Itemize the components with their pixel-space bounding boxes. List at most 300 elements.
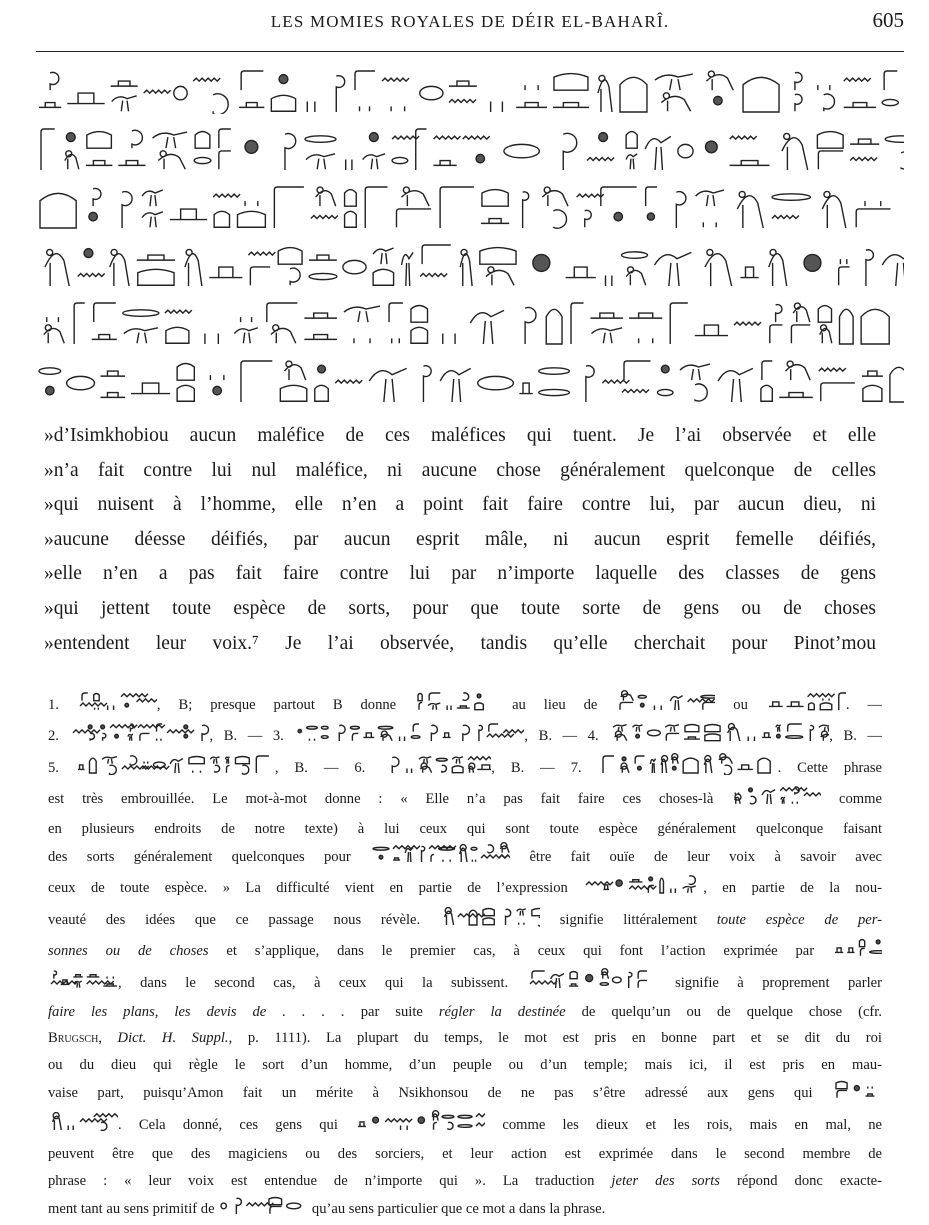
hieroglyph-sign bbox=[170, 209, 207, 220]
hieroglyph-sign bbox=[601, 968, 608, 978]
hieroglyph-sign bbox=[432, 1110, 438, 1120]
hieroglyph-sign bbox=[158, 151, 185, 169]
hieroglyph-sign bbox=[866, 1094, 875, 1096]
hieroglyph-sign bbox=[821, 732, 829, 742]
hieroglyph-sign bbox=[718, 368, 753, 402]
hieroglyph-sign bbox=[600, 982, 608, 985]
footnote-7-line: faire les plans, les devis de . . . . par suite régler la destinée de quelqu’un ou de quelque chose (cfr. bbox=[48, 1004, 882, 1021]
hieroglyph-sign bbox=[704, 755, 712, 772]
hieroglyph-sign bbox=[749, 788, 753, 792]
hieroglyph-sign bbox=[219, 129, 231, 148]
hieroglyph-sign bbox=[209, 267, 242, 278]
hieroglyph-sign bbox=[776, 725, 781, 732]
hieroglyph-sign bbox=[310, 739, 315, 741]
hieroglyph-sign bbox=[689, 876, 695, 885]
hieroglyph-sign bbox=[476, 1113, 485, 1116]
hieroglyph-sign bbox=[87, 974, 100, 976]
hieroglyph-sign bbox=[649, 877, 653, 881]
hieroglyph-sign bbox=[477, 694, 481, 698]
hieroglyph-sign bbox=[445, 907, 454, 924]
hieroglyph-sign bbox=[680, 364, 710, 380]
hieroglyph-sign bbox=[221, 1203, 226, 1209]
hieroglyph-sign bbox=[516, 103, 547, 108]
hieroglyph-sign bbox=[601, 187, 637, 206]
hieroglyph-sign bbox=[41, 129, 55, 170]
hieroglyph-sign bbox=[695, 325, 728, 336]
hieroglyph-sign bbox=[343, 260, 366, 273]
hieroglyph-sign bbox=[804, 793, 821, 796]
hieroglyph-sign bbox=[553, 103, 589, 108]
hieroglyph-sign bbox=[844, 78, 871, 81]
hieroglyph-sign bbox=[820, 325, 832, 343]
hieroglyph-sign bbox=[156, 739, 160, 741]
hieroglyph-sign bbox=[418, 1117, 424, 1123]
hieroglyph-sign bbox=[306, 154, 335, 169]
hieroglyph-sign bbox=[539, 389, 570, 395]
hieroglyph-sign bbox=[714, 96, 723, 105]
hieroglyph-sign bbox=[41, 129, 55, 170]
hieroglyph-sign bbox=[315, 385, 328, 401]
hieroglyph-sign bbox=[94, 1113, 118, 1116]
footnote-7-line: des sorts généralement quelconques pour être fait ouïe de leur voix à savoir avec bbox=[48, 842, 882, 873]
hieroglyph-sign bbox=[882, 99, 898, 105]
hieroglyph-sign bbox=[638, 980, 647, 987]
hieroglyph-sign bbox=[676, 192, 686, 228]
hieroglyph-sign bbox=[539, 917, 540, 926]
hieroglyph-sign bbox=[420, 86, 443, 99]
hieroglyph-sign bbox=[795, 73, 802, 91]
hieroglyph-sign bbox=[793, 303, 810, 322]
hieroglyph-sign bbox=[660, 879, 663, 894]
hieroglyph-sign bbox=[604, 885, 610, 890]
hieroglyph-sign bbox=[373, 248, 393, 264]
hieroglyph-sign bbox=[393, 757, 400, 773]
footnote-7-line: veauté des idées que ce passage nous révèle. signifie littéralement toute espèce de per- bbox=[48, 905, 882, 936]
hieroglyph-sign bbox=[434, 161, 457, 166]
hieroglyph-sign bbox=[606, 276, 612, 287]
hieroglyph-sign bbox=[278, 248, 302, 265]
hieroglyph-sign bbox=[641, 703, 645, 707]
hieroglyph-sign bbox=[118, 161, 145, 166]
hieroglyph-sign bbox=[705, 725, 720, 732]
hieroglyph-group-icon bbox=[48, 968, 118, 999]
hieroglyph-sign bbox=[779, 393, 812, 398]
hieroglyph-group-icon bbox=[218, 1194, 308, 1225]
hieroglyph-sign bbox=[884, 71, 897, 90]
hieroglyph-sign bbox=[647, 213, 654, 220]
hieroglyph-sign bbox=[523, 192, 529, 228]
hieroglyph-sign bbox=[670, 303, 688, 344]
hieroglyph-sign bbox=[563, 133, 577, 170]
hieroglyph-sign bbox=[434, 136, 461, 139]
hieroglyph-sign bbox=[695, 384, 707, 401]
hieroglyph-sign bbox=[100, 393, 125, 398]
hieroglyph-sign bbox=[87, 132, 112, 149]
hieroglyph-sign bbox=[770, 325, 783, 343]
footnote-7-line: sonnes ou de choses et s’applique, dans le premier cas, à ceux qui font l’action exprimée par bbox=[48, 936, 882, 967]
hieroglyph-sign bbox=[318, 365, 326, 373]
hieroglyph-sign bbox=[215, 765, 220, 772]
hieroglyph-sign bbox=[448, 1122, 453, 1129]
hieroglyph-sign bbox=[840, 309, 854, 344]
hieroglyph-sign bbox=[270, 1206, 282, 1213]
hieroglyph-sign bbox=[586, 366, 594, 402]
hieroglyph-sign bbox=[369, 368, 406, 402]
hieroglyph-sign bbox=[835, 948, 843, 953]
hieroglyph-sign bbox=[94, 694, 99, 701]
hieroglyph-sign bbox=[734, 322, 761, 325]
hieroglyph-sign bbox=[50, 72, 59, 90]
hieroglyph-sign bbox=[213, 386, 222, 395]
hieroglyph-sign bbox=[239, 103, 264, 108]
hieroglyph-sign bbox=[837, 1091, 847, 1098]
hieroglyph-sign bbox=[65, 151, 79, 169]
hieroglyph-sign bbox=[850, 139, 879, 144]
hieroglyph-sign bbox=[638, 980, 647, 987]
hieroglyph-sign bbox=[39, 368, 61, 374]
hieroglyph-sign bbox=[777, 735, 781, 739]
hieroglyph-sign bbox=[290, 268, 300, 285]
hieroglyph-sign bbox=[483, 918, 494, 925]
footnote-7-line: Brugsch, Dict. H. Suppl., p. 1111). La plupart du temps, le mot est pris en bonne part et se dit du roi bbox=[48, 1030, 882, 1047]
hieroglyph-sign bbox=[102, 757, 117, 764]
hieroglyph-sign bbox=[392, 338, 400, 343]
hieroglyph-sign bbox=[234, 328, 257, 343]
hieroglyph-sign bbox=[703, 222, 716, 227]
hieroglyph-sign bbox=[706, 71, 733, 90]
hieroglyph-sign bbox=[865, 201, 881, 206]
hieroglyph-sign bbox=[309, 273, 337, 279]
hieroglyph-sign bbox=[839, 267, 850, 285]
hieroglyph-sign bbox=[121, 694, 148, 697]
hieroglyph-sign bbox=[637, 766, 641, 770]
hieroglyph-sign bbox=[94, 708, 98, 710]
hieroglyph-sign bbox=[385, 1119, 412, 1122]
hieroglyph-sign bbox=[241, 317, 252, 322]
hieroglyph-sign bbox=[735, 794, 741, 804]
hieroglyph-sign bbox=[66, 133, 75, 142]
hieroglyph-sign bbox=[569, 984, 578, 986]
hieroglyph-sign bbox=[248, 252, 275, 255]
hieroglyph-sign bbox=[429, 693, 440, 701]
hieroglyph-sign bbox=[870, 951, 882, 954]
hieroglyph-sign bbox=[80, 1119, 107, 1122]
hieroglyph-sign bbox=[74, 303, 85, 344]
hieroglyph-sign bbox=[782, 133, 808, 170]
hieroglyph-sign bbox=[153, 762, 165, 768]
hieroglyph-sign bbox=[839, 267, 850, 285]
hieroglyph-sign bbox=[740, 267, 758, 278]
hieroglyph-sign bbox=[818, 306, 831, 323]
hieroglyph-sign bbox=[447, 706, 451, 711]
hieroglyph-sign bbox=[418, 694, 422, 701]
hieroglyph-sign bbox=[241, 71, 263, 90]
hieroglyph-sign bbox=[840, 259, 846, 264]
hieroglyph-sign bbox=[614, 212, 623, 221]
hieroglyph-sign bbox=[138, 269, 174, 285]
hieroglyph-sign bbox=[123, 310, 159, 316]
hieroglyph-sign bbox=[392, 136, 419, 139]
hieroglyph-line-3 bbox=[36, 184, 904, 242]
hieroglyph-sign bbox=[554, 74, 588, 91]
hieroglyph-sign bbox=[566, 267, 596, 278]
hieroglyph-sign bbox=[678, 144, 693, 157]
hieroglyph-sign bbox=[793, 802, 798, 804]
hieroglyph-sign bbox=[646, 187, 657, 206]
hieroglyph-sign bbox=[788, 724, 802, 732]
hieroglyph-sign bbox=[577, 194, 604, 197]
hieroglyph-sign bbox=[351, 727, 360, 730]
hieroglyph-sign bbox=[586, 882, 613, 885]
hieroglyph-sign bbox=[637, 766, 641, 770]
hieroglyph-sign bbox=[585, 974, 592, 981]
hieroglyph-sign bbox=[67, 376, 95, 389]
hieroglyph-sign bbox=[443, 334, 455, 345]
hieroglyph-sign bbox=[463, 693, 468, 701]
hieroglyph-sign bbox=[449, 81, 477, 86]
hieroglyph-sign bbox=[598, 75, 612, 112]
hieroglyph-sign bbox=[695, 325, 728, 336]
hieroglyph-sign bbox=[696, 190, 724, 206]
hieroglyph-sign bbox=[458, 1124, 472, 1127]
hieroglyph-sign bbox=[267, 303, 298, 322]
hieroglyph-sign bbox=[657, 389, 673, 395]
hieroglyph-sign bbox=[436, 758, 447, 761]
hieroglyph-sign bbox=[269, 1197, 282, 1204]
hieroglyph-sign bbox=[782, 133, 808, 170]
hieroglyph-sign bbox=[882, 99, 898, 105]
hieroglyph-sign bbox=[737, 191, 763, 228]
hieroglyph-sign bbox=[615, 732, 627, 742]
hieroglyph-sign bbox=[570, 971, 577, 978]
hieroglyph-sign bbox=[400, 737, 405, 742]
hieroglyph-sign bbox=[761, 385, 772, 401]
hieroglyph-sign bbox=[405, 848, 413, 862]
hieroglyph-sign bbox=[453, 766, 464, 773]
hieroglyph-sign bbox=[51, 981, 78, 984]
hieroglyph-sign bbox=[423, 366, 431, 402]
hieroglyph-sign bbox=[463, 726, 470, 742]
hieroglyph-sign bbox=[620, 763, 629, 773]
hieroglyph-sign bbox=[87, 974, 100, 976]
footnote-7-line: . Cela donné, ces gens qui comme les dieux et les rois, mais en mal, ne bbox=[48, 1110, 882, 1141]
hieroglyph-sign bbox=[655, 706, 662, 711]
hieroglyph-sign bbox=[305, 136, 336, 142]
hieroglyph-sign bbox=[142, 212, 163, 227]
hieroglyph-sign bbox=[354, 338, 370, 343]
hieroglyph-sign bbox=[311, 216, 338, 219]
hieroglyph-sign bbox=[226, 765, 229, 772]
hieroglyph-sign bbox=[539, 389, 570, 395]
hieroglyph-sign bbox=[516, 103, 547, 108]
hieroglyph-sign bbox=[638, 971, 647, 979]
hieroglyph-sign bbox=[519, 922, 524, 924]
hieroglyph-sign bbox=[123, 310, 159, 316]
hieroglyph-sign bbox=[447, 706, 451, 711]
hieroglyph-sign bbox=[876, 940, 880, 944]
hieroglyph-sign bbox=[442, 1115, 454, 1118]
hieroglyph-sign bbox=[647, 213, 654, 220]
hieroglyph-sign bbox=[819, 368, 846, 371]
hieroglyph-sign bbox=[193, 770, 201, 772]
hieroglyph-sign bbox=[47, 317, 59, 322]
hieroglyph-sign bbox=[603, 756, 614, 773]
hieroglyph-sign bbox=[194, 157, 211, 163]
hieroglyph-sign bbox=[392, 157, 408, 163]
hieroglyph-sign bbox=[93, 188, 101, 206]
hieroglyph-sign bbox=[532, 971, 545, 979]
hieroglyph-sign bbox=[566, 267, 596, 278]
hieroglyph-sign bbox=[818, 85, 830, 90]
hieroglyph-group-icon bbox=[615, 690, 715, 721]
hieroglyph-sign bbox=[890, 367, 904, 402]
hieroglyph-sign bbox=[844, 103, 876, 108]
hieroglyph-sign bbox=[701, 695, 715, 698]
hieroglyph-sign bbox=[443, 860, 450, 862]
hieroglyph-sign bbox=[586, 366, 594, 402]
hieroglyph-sign bbox=[460, 249, 472, 286]
hieroglyph-sign bbox=[53, 1112, 62, 1129]
hieroglyph-sign bbox=[94, 1113, 118, 1116]
hieroglyph-sign bbox=[142, 190, 163, 206]
hieroglyph-sign bbox=[620, 702, 633, 709]
hieroglyph-sign bbox=[901, 152, 904, 169]
hieroglyph-sign bbox=[214, 211, 229, 227]
hieroglyph-sign bbox=[672, 766, 676, 770]
hieroglyph-sign bbox=[491, 102, 503, 113]
hieroglyph-sign bbox=[353, 734, 359, 741]
hieroglyph-sign bbox=[213, 94, 228, 114]
hieroglyph-sign bbox=[639, 338, 653, 343]
hieroglyph-sign bbox=[379, 727, 394, 730]
hieroglyph-sign bbox=[655, 252, 692, 286]
hieroglyph-sign bbox=[626, 267, 646, 285]
hieroglyph-sign bbox=[449, 81, 477, 86]
hieroglyph-sign bbox=[542, 187, 568, 206]
hieroglyph-sign bbox=[442, 1115, 454, 1118]
hieroglyph-sign bbox=[379, 855, 383, 859]
hieroglyph-sign bbox=[882, 252, 904, 286]
hieroglyph-sign bbox=[443, 733, 451, 738]
hieroglyph-sign bbox=[476, 1123, 485, 1126]
hieroglyph-sign bbox=[859, 940, 864, 947]
hieroglyph-sign bbox=[391, 106, 404, 111]
hieroglyph-sign bbox=[213, 194, 240, 197]
hieroglyph-sign bbox=[870, 951, 882, 954]
hieroglyph-sign bbox=[550, 973, 563, 987]
hieroglyph-sign bbox=[210, 375, 223, 380]
hieroglyph-sign bbox=[340, 726, 346, 742]
hieroglyph-sign bbox=[73, 730, 100, 733]
hieroglyph-sign bbox=[472, 860, 475, 862]
hieroglyph-sign bbox=[616, 880, 622, 886]
hieroglyph-group-icon bbox=[583, 873, 703, 904]
hieroglyph-sign bbox=[616, 880, 622, 886]
hieroglyph-sign bbox=[418, 694, 422, 701]
hieroglyph-sign bbox=[336, 76, 344, 112]
hieroglyph-sign bbox=[215, 765, 220, 772]
hieroglyph-sign bbox=[241, 361, 272, 402]
hieroglyph-sign bbox=[44, 325, 64, 343]
hieroglyph-sign bbox=[458, 914, 485, 917]
hieroglyph-sign bbox=[761, 385, 772, 401]
hieroglyph-sign bbox=[622, 252, 648, 258]
hieroglyph-sign bbox=[571, 303, 583, 344]
hieroglyph-sign bbox=[614, 212, 623, 221]
hieroglyph-sign bbox=[748, 737, 754, 742]
hieroglyph-sign bbox=[620, 763, 629, 773]
hieroglyph-sign bbox=[290, 268, 300, 285]
hieroglyph-sign bbox=[47, 317, 59, 322]
hieroglyph-sign bbox=[307, 102, 315, 113]
hieroglyph-sign bbox=[241, 71, 263, 90]
hieroglyph-sign bbox=[322, 727, 329, 730]
hieroglyph-sign bbox=[620, 77, 647, 112]
hieroglyph-sign bbox=[762, 361, 772, 380]
hieroglyph-sign bbox=[705, 249, 732, 286]
hieroglyph-sign bbox=[235, 756, 249, 763]
hieroglyph-sign bbox=[553, 210, 566, 228]
footnote-7-line: peuvent être que des magiciens ou des sorciers, et leur action est exprimée dans le second membre de bbox=[48, 1146, 882, 1163]
hieroglyph-sign bbox=[818, 151, 843, 169]
hieroglyph-sign bbox=[748, 737, 754, 742]
hieroglyph-sign bbox=[554, 74, 588, 91]
hieroglyph-sign bbox=[219, 151, 231, 169]
hieroglyph-sign bbox=[795, 94, 802, 111]
hieroglyph-sign bbox=[743, 77, 779, 112]
hieroglyph-sign bbox=[209, 267, 242, 278]
hieroglyph-sign bbox=[685, 725, 699, 732]
hieroglyph-sign bbox=[504, 730, 525, 733]
hieroglyph-sign bbox=[86, 161, 113, 166]
hieroglyph-sign bbox=[866, 250, 873, 286]
hieroglyph-sign bbox=[546, 309, 562, 344]
hieroglyph-sign bbox=[676, 192, 686, 228]
hieroglyph-sign bbox=[629, 886, 656, 889]
hieroglyph-sign bbox=[730, 161, 770, 166]
hieroglyph-sign bbox=[683, 758, 698, 773]
hieroglyph-sign bbox=[487, 734, 514, 737]
hieroglyph-sign bbox=[480, 248, 516, 265]
hieroglyph-sign bbox=[428, 703, 440, 710]
hieroglyph-sign bbox=[80, 703, 107, 706]
hieroglyph-sign bbox=[683, 758, 698, 773]
hieroglyph-sign bbox=[393, 858, 400, 860]
hieroglyph-sign bbox=[683, 887, 696, 894]
hieroglyph-sign bbox=[628, 972, 631, 988]
hieroglyph-sign bbox=[214, 211, 229, 227]
hieroglyph-sign bbox=[629, 880, 642, 882]
hieroglyph-sign bbox=[109, 765, 116, 774]
hieroglyph-sign bbox=[241, 317, 252, 322]
hieroglyph-sign bbox=[836, 1082, 847, 1089]
hieroglyph-sign bbox=[458, 914, 485, 917]
hieroglyph-sign bbox=[234, 328, 257, 343]
hieroglyph-sign bbox=[786, 702, 803, 707]
hieroglyph-sign bbox=[101, 1122, 107, 1130]
hieroglyph-sign bbox=[73, 974, 82, 976]
hieroglyph-sign bbox=[820, 703, 831, 710]
hieroglyph-sign bbox=[322, 736, 329, 739]
hieroglyph-sign bbox=[483, 918, 494, 925]
hieroglyph-sign bbox=[210, 375, 223, 380]
hieroglyph-sign bbox=[650, 758, 655, 772]
translation-line: »n’a fait contre lui nul maléfice, ni aucune chose généralement quelconque de celles bbox=[44, 459, 876, 481]
hieroglyph-sign bbox=[271, 95, 295, 111]
hieroglyph-sign bbox=[835, 948, 843, 953]
hieroglyph-sign bbox=[183, 725, 187, 729]
hieroglyph-sign bbox=[661, 365, 669, 373]
